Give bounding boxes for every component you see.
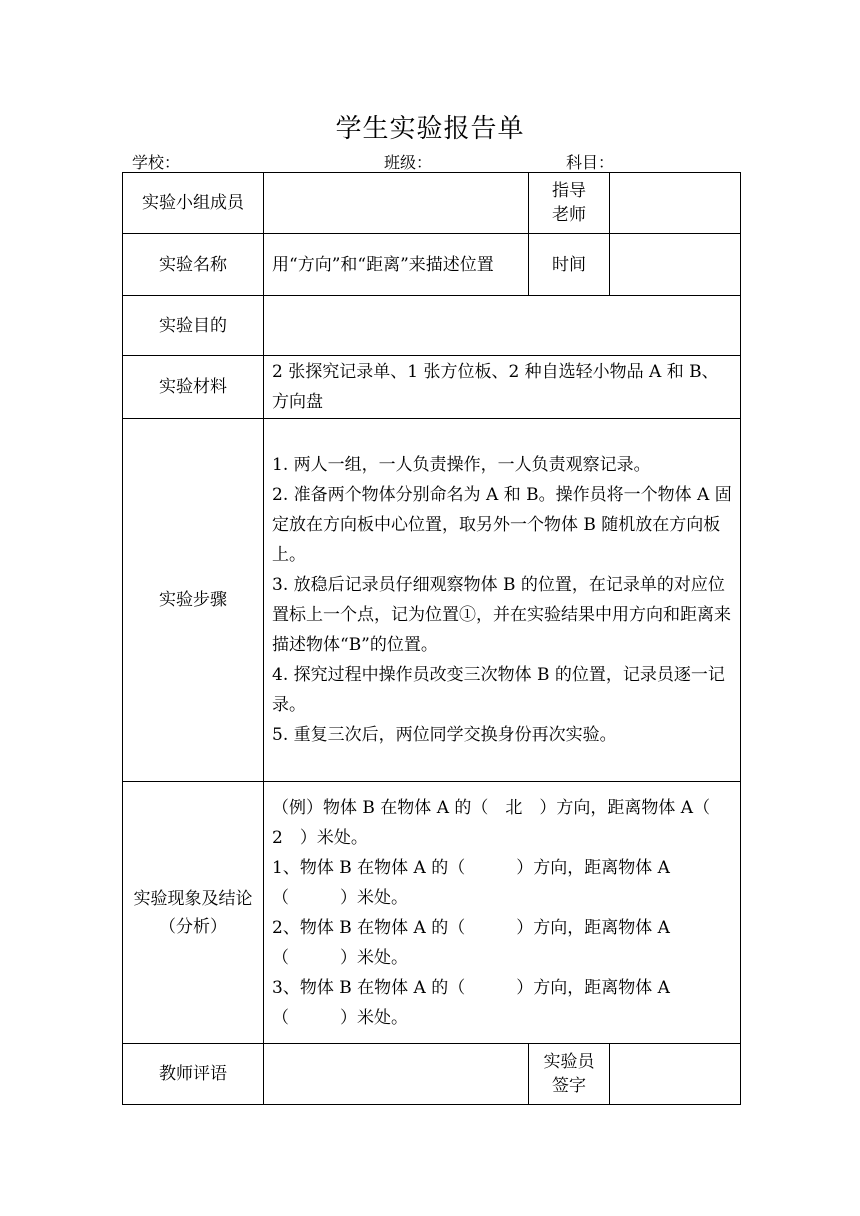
teacher-label [529,173,610,234]
results-label: 实验现象及结论（分析） [123,782,264,1044]
step-item: 2. 准备两个物体分别命名为 A 和 B。操作员将一个物体 A 固定放在方向板中心位置，取另外一个物体 B 随机放在方向板上。 [272,485,732,565]
step-item: 3. 放稳后记录员仔细观察物体 B 的位置，在记录单的对应位置标上一个点，记为位置①，并在实验结果中用方向和距离来描述物体“B”的位置。 [272,575,731,655]
result-item: 3、物体 B 在物体 A 的（ ）方向，距离物体 A（ ）米处。 [272,977,670,1028]
steps-label: 实验步骤 [123,419,264,782]
page-title: 学生实验报告单 [335,114,525,144]
subject-field [566,150,692,173]
materials-row [123,356,741,419]
report-table [122,172,741,1105]
signer-value-cell[interactable] [610,1044,741,1105]
class-field [384,150,528,173]
signer-label [529,1044,610,1105]
teacher-label-line2: 老师 [552,205,586,225]
subject-input-line[interactable] [616,154,692,173]
signer-label-line2: 签字 [552,1076,586,1096]
results-list [264,782,741,1044]
purpose-value-cell[interactable] [264,296,741,356]
step-item: 5. 重复三次后，两位同学交换身份再次实验。 [272,725,617,745]
result-example: （例）物体 B 在物体 A 的（ 北 ）方向，距离物体 A（ 2 ）米处。 [272,797,728,848]
step-item: 1. 两人一组，一人负责操作，一人负责观察记录。 [272,455,651,475]
class-input-line[interactable] [434,154,528,173]
comment-value-cell[interactable] [264,1044,529,1105]
name-row [123,234,741,296]
members-value-cell[interactable] [264,173,529,234]
school-label: 学校： [132,153,181,172]
results-row [123,782,741,1044]
meta-row [132,150,732,172]
name-value: 用“方向”和“距离”来描述位置 [264,234,529,296]
result-item: 2、物体 B 在物体 A 的（ ）方向，距离物体 A（ ）米处。 [272,917,670,968]
result-item: 1、物体 B 在物体 A 的（ ）方向，距离物体 A（ ）米处。 [272,857,670,908]
subject-label: 科目： [566,153,615,172]
purpose-label: 实验目的 [123,296,264,356]
step-item: 4. 探究过程中操作员改变三次物体 B 的位置，记录员逐一记录。 [272,665,725,715]
steps-row [123,419,741,782]
class-label: 班级： [384,153,433,172]
teacher-value-cell[interactable] [610,173,741,234]
materials-label: 实验材料 [123,356,264,419]
steps-list [264,419,741,782]
signer-label-line1: 实验员 [543,1052,595,1072]
teacher-label-line1: 指导 [552,181,586,201]
school-field [132,150,346,173]
comment-row [123,1044,741,1105]
name-label: 实验名称 [123,234,264,296]
time-value-cell[interactable] [610,234,741,296]
purpose-row [123,296,741,356]
materials-value: 2 张探究记录单、1 张方位板、2 种自选轻小物品 A 和 B、方向盘 [264,356,741,419]
time-label: 时间 [529,234,610,296]
members-label: 实验小组成员 [123,173,264,234]
comment-label: 教师评语 [123,1044,264,1105]
school-input-line[interactable] [182,154,346,173]
members-row [123,173,741,234]
